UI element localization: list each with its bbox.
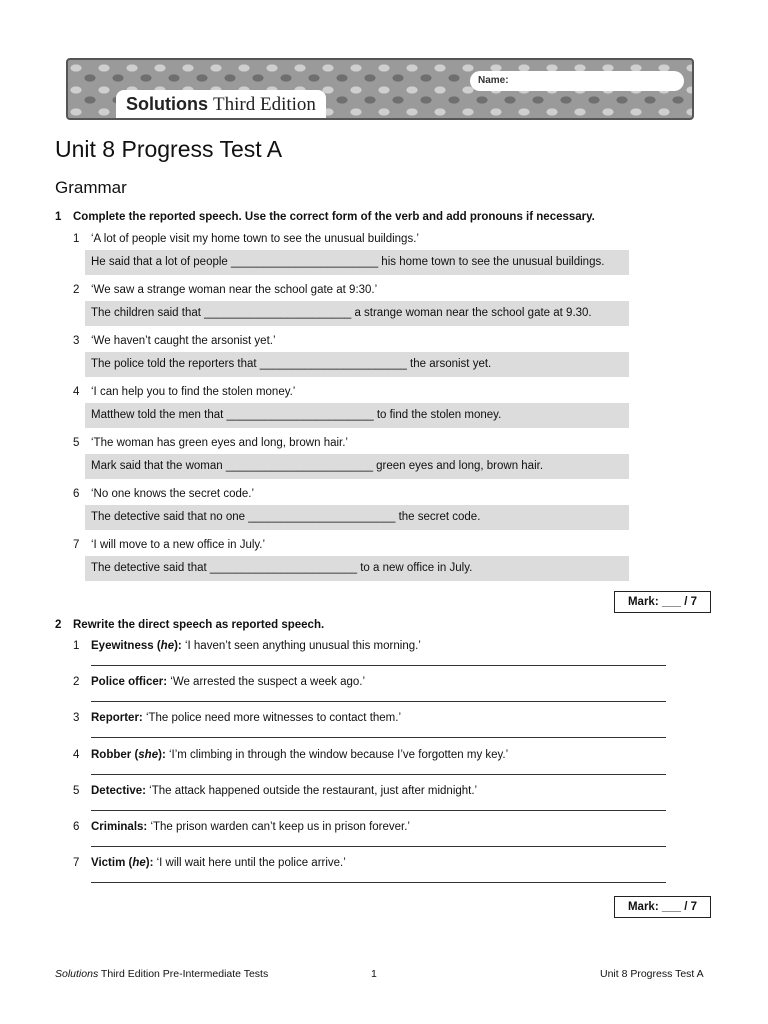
question-prompt xyxy=(73,233,419,245)
question-number: 4 xyxy=(73,386,80,398)
exercise-2-instruction xyxy=(55,619,324,631)
question-quote: ‘The prison warden can’t keep us in prison forever.’ xyxy=(147,821,410,833)
name-field[interactable] xyxy=(470,71,684,91)
exercise-1-mark-box[interactable]: Mark: ___ / 7 xyxy=(614,591,711,613)
question-number: 5 xyxy=(73,437,80,449)
question-number: 6 xyxy=(73,821,80,833)
question-number: 2 xyxy=(73,284,80,296)
answer-field[interactable]: The children said that _______________________ a strange woman near the school gate at 9.30. xyxy=(85,301,629,326)
speaker-label: Detective: xyxy=(91,785,146,797)
header-banner xyxy=(66,58,694,120)
speaker-close: ): xyxy=(145,857,154,869)
question-quote: ‘I will wait here until the police arrive.’ xyxy=(153,857,346,869)
question-prompt xyxy=(73,539,265,551)
brand-name: Solutions xyxy=(126,94,208,114)
question-prompt xyxy=(73,488,254,500)
speaker-pronoun: she xyxy=(138,749,159,761)
question-number: 7 xyxy=(73,539,80,551)
brand-logo xyxy=(126,94,316,116)
exercise-1-instruction xyxy=(55,211,595,223)
question-number: 3 xyxy=(73,335,80,347)
question-prompt xyxy=(73,284,377,296)
question-number: 3 xyxy=(73,712,80,724)
question-quote: ‘I can help you to find the stolen money.’ xyxy=(91,386,296,398)
speaker-pronoun: he xyxy=(132,857,146,869)
question-prompt xyxy=(73,335,276,347)
answer-field[interactable]: The detective said that _______________________ to a new office in July. xyxy=(85,556,629,581)
speaker-label: Criminals: xyxy=(91,821,148,833)
question-number: 1 xyxy=(73,233,80,245)
question-prompt xyxy=(73,857,346,869)
exercise-number: 1 xyxy=(55,211,62,223)
answer-line[interactable] xyxy=(91,701,666,702)
question-quote: ‘I’m climbing in through the window because I’ve forgotten my key.’ xyxy=(165,749,509,761)
footer-right: Unit 8 Progress Test A xyxy=(600,968,704,980)
question-number: 2 xyxy=(73,676,80,688)
answer-line[interactable] xyxy=(91,810,666,811)
footer-brand: Solutions xyxy=(55,968,99,980)
question-prompt xyxy=(73,821,410,833)
question-number: 1 xyxy=(73,640,80,652)
question-prompt xyxy=(73,640,421,652)
question-prompt xyxy=(73,785,477,797)
question-number: 6 xyxy=(73,488,80,500)
question-quote: ‘No one knows the secret code.’ xyxy=(91,488,255,500)
question-number: 7 xyxy=(73,857,80,869)
answer-field[interactable]: He said that a lot of people _______________________ his home town to see the unusual buildings. xyxy=(85,250,629,275)
answer-line[interactable] xyxy=(91,665,666,666)
question-quote: ‘The police need more witnesses to contact them.’ xyxy=(142,712,402,724)
name-label: Name: xyxy=(478,75,509,86)
question-number: 4 xyxy=(73,749,80,761)
question-quote: ‘The attack happened outside the restaurant, just after midnight.’ xyxy=(145,785,478,797)
speaker-close: ): xyxy=(174,640,182,652)
exercise-2-mark-box[interactable]: Mark: ___ / 7 xyxy=(614,896,711,918)
question-quote: ‘I will move to a new office in July.’ xyxy=(91,539,266,551)
page-number: 1 xyxy=(371,968,377,980)
answer-line[interactable] xyxy=(91,737,666,738)
answer-line[interactable] xyxy=(91,774,666,775)
question-quote: ‘We saw a strange woman near the school gate at 9:30.’ xyxy=(91,284,378,296)
speaker-pronoun: he xyxy=(160,640,175,652)
answer-line[interactable] xyxy=(91,882,666,883)
section-heading: Grammar xyxy=(55,178,127,197)
question-quote: ‘I haven’t seen anything unusual this morning.’ xyxy=(181,640,421,652)
speaker-label: Eyewitness ( xyxy=(91,640,161,652)
speaker-label: Reporter: xyxy=(91,712,143,724)
footer-book: Third Edition Pre-Intermediate Tests xyxy=(98,968,269,980)
question-quote: ‘We arrested the suspect a week ago.’ xyxy=(167,676,366,688)
answer-field[interactable]: Mark said that the woman _______________________ green eyes and long, brown hair. xyxy=(85,454,629,479)
answer-field[interactable]: The detective said that no one _______________________ the secret code. xyxy=(85,505,629,530)
question-prompt xyxy=(73,386,295,398)
footer-left xyxy=(55,968,268,980)
speaker-label: Robber ( xyxy=(91,749,139,761)
answer-field[interactable]: Matthew told the men that _______________________ to find the stolen money. xyxy=(85,403,629,428)
speaker-label: Victim ( xyxy=(91,857,133,869)
answer-field[interactable]: The police told the reporters that _______________________ the arsonist yet. xyxy=(85,352,629,377)
instruction-text: Complete the reported speech. Use the correct form of the verb and add pronouns if necessary. xyxy=(73,211,595,223)
speaker-close: ): xyxy=(158,749,166,761)
question-prompt xyxy=(73,437,348,449)
instruction-text: Rewrite the direct speech as reported speech. xyxy=(73,619,325,631)
speaker-label: Police officer: xyxy=(91,676,168,688)
answer-line[interactable] xyxy=(91,846,666,847)
question-prompt xyxy=(73,712,401,724)
page-title: Unit 8 Progress Test A xyxy=(55,136,283,162)
question-prompt xyxy=(73,749,508,761)
question-quote: ‘A lot of people visit my home town to see the unusual buildings.’ xyxy=(91,233,419,245)
question-quote: ‘We haven’t caught the arsonist yet.’ xyxy=(91,335,276,347)
question-quote: ‘The woman has green eyes and long, brown hair.’ xyxy=(91,437,348,449)
exercise-number: 2 xyxy=(55,619,62,631)
brand-edition: Third Edition xyxy=(213,94,316,115)
question-number: 5 xyxy=(73,785,80,797)
question-prompt xyxy=(73,676,365,688)
